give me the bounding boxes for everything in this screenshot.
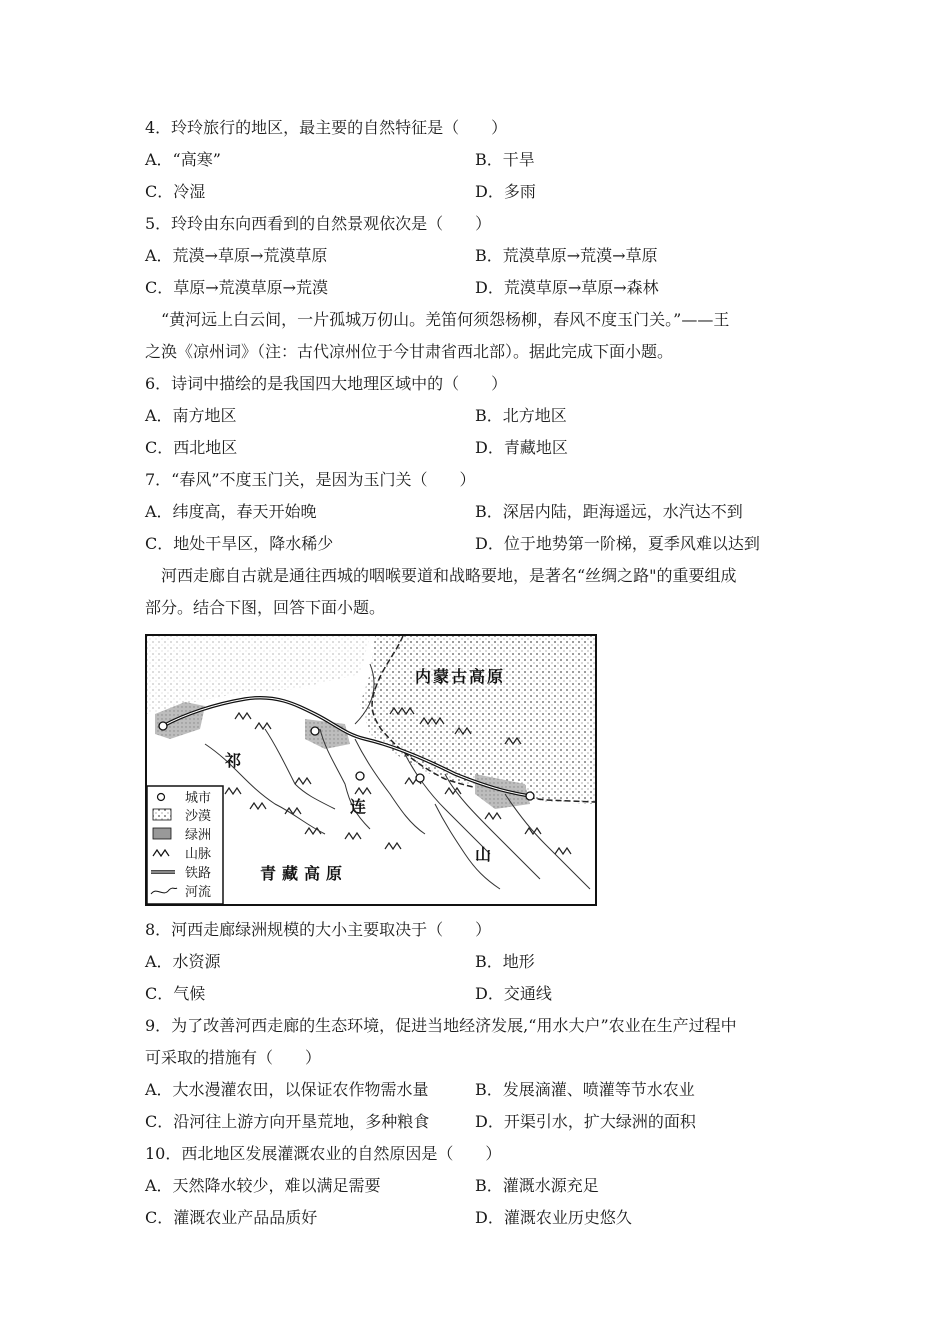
corridor-passage-line1: 河西走廊自古就是通往西城的咽喉要道和战略要地，是著名“丝绸之路"的重要组成 [161, 566, 737, 585]
poem-passage-line2: 之涣《凉州词》（注：古代凉州位于今甘肃省西北部）。据此完成下面小题。 [145, 342, 674, 361]
q10-option-d[interactable]: D．灌溉农业历史悠久 [475, 1208, 632, 1227]
q6-option-c[interactable]: C．西北地区 [145, 438, 238, 457]
corridor-passage-line2: 部分。结合下图，回答下面小题。 [145, 598, 386, 617]
q9-stem-line2: 可采取的措施有（ ） [145, 1048, 322, 1067]
q9-stem-line1: 9．为了改善河西走廊的生态环境，促进当地经济发展,“用水大户”农业在生产过程中 [145, 1016, 737, 1035]
q5-option-b[interactable]: B．荒漠草原→荒漠→草原 [475, 246, 658, 265]
q5-option-c[interactable]: C．草原→荒漠草原→荒漠 [145, 278, 329, 297]
q8-option-d[interactable]: D．交通线 [475, 984, 552, 1003]
q8-options-row2 [145, 978, 815, 1010]
q10-option-a[interactable]: A．天然降水较少，难以满足需要 [145, 1176, 381, 1195]
q4-stem: 4．玲玲旅行的地区，最主要的自然特征是（ ） [145, 118, 508, 137]
legend-oasis: 绿洲 [185, 828, 212, 843]
map-legend [147, 786, 223, 904]
q8-stem: 8．河西走廊绿洲规模的大小主要取决于（ ） [145, 920, 492, 939]
q9-option-d[interactable]: D．开渠引水，扩大绿洲的面积 [475, 1112, 696, 1131]
hexi-corridor-map [145, 634, 597, 906]
q6-option-a[interactable]: A．南方地区 [145, 406, 237, 425]
q4-options-row1 [145, 144, 815, 176]
q7-option-d[interactable]: D．位于地势第一阶梯，夏季风难以达到 [475, 534, 760, 553]
exam-page [145, 112, 815, 1234]
q9-option-c[interactable]: C．沿河往上游方向开垦荒地，多种粮食 [145, 1112, 430, 1131]
q4-option-d[interactable]: D．多雨 [475, 182, 536, 201]
label-qinghai-tibet-plateau: 青藏高原 [260, 864, 349, 883]
legend-oasis-symbol [153, 828, 171, 839]
legend-city-symbol [158, 794, 165, 801]
q10-options-row1 [145, 1170, 815, 1202]
q5-stem: 5．玲玲由东向西看到的自然景观依次是（ ） [145, 214, 492, 233]
legend-river: 河流 [185, 885, 212, 900]
label-mongolia-plateau: 内蒙古高原 [415, 667, 506, 686]
label-shan: 山 [475, 845, 492, 864]
q7-options-row2 [145, 528, 815, 560]
q4-option-c[interactable]: C．冷湿 [145, 182, 206, 201]
q6-options-row2 [145, 432, 815, 464]
q6-options-row1 [145, 400, 815, 432]
q7-option-b[interactable]: B．深居内陆，距海遥远，水汽达不到 [475, 502, 743, 521]
label-qi: 祁 [225, 751, 242, 770]
q7-stem: 7．“春风”不度玉门关，是因为玉门关（ ） [145, 470, 476, 489]
q6-option-d[interactable]: D．青藏地区 [475, 438, 568, 457]
q8-option-c[interactable]: C．气候 [145, 984, 206, 1003]
q5-option-d[interactable]: D．荒漠草原→草原→森林 [475, 278, 659, 297]
q9-option-a[interactable]: A．大水漫灌农田，以保证农作物需水量 [145, 1080, 429, 1099]
q10-stem: 10．西北地区发展灌溉农业的自然原因是（ ） [145, 1144, 502, 1163]
q4-options-row2 [145, 176, 815, 208]
q6-option-b[interactable]: B．北方地区 [475, 406, 567, 425]
q4-option-a[interactable]: A．“高寒” [145, 150, 221, 169]
q9-option-b[interactable]: B．发展滴灌、喷灌等节水农业 [475, 1080, 695, 1099]
q7-option-a[interactable]: A．纬度高，春天开始晚 [145, 502, 317, 521]
legend-city: 城市 [185, 791, 212, 806]
q10-options-row2 [145, 1202, 815, 1234]
legend-mountain: 山脉 [185, 847, 212, 862]
q8-option-a[interactable]: A．水资源 [145, 952, 221, 971]
poem-passage-line1: “黄河远上白云间，一片孤城万仞山。羌笛何须怨杨柳，春风不度玉门关。”——王 [161, 310, 730, 329]
q8-option-b[interactable]: B．地形 [475, 952, 535, 971]
q10-option-b[interactable]: B．灌溉水源充足 [475, 1176, 599, 1195]
q7-options-row1 [145, 496, 815, 528]
q5-options-row2 [145, 272, 815, 304]
legend-railway: 铁路 [185, 866, 212, 881]
q4-option-b[interactable]: B．干旱 [475, 150, 535, 169]
q8-options-row1 [145, 946, 815, 978]
label-lian: 连 [350, 797, 367, 816]
q9-options-row2 [145, 1106, 815, 1138]
q7-option-c[interactable]: C．地处干旱区，降水稀少 [145, 534, 334, 553]
q9-options-row1 [145, 1074, 815, 1106]
legend-desert-symbol [153, 809, 171, 820]
q6-stem: 6．诗词中描绘的是我国四大地理区域中的（ ） [145, 374, 508, 393]
q5-options-row1 [145, 240, 815, 272]
q5-option-a[interactable]: A．荒漠→草原→荒漠草原 [145, 246, 328, 265]
legend-desert: 沙漠 [185, 809, 212, 824]
q10-option-c[interactable]: C．灌溉农业产品品质好 [145, 1208, 318, 1227]
